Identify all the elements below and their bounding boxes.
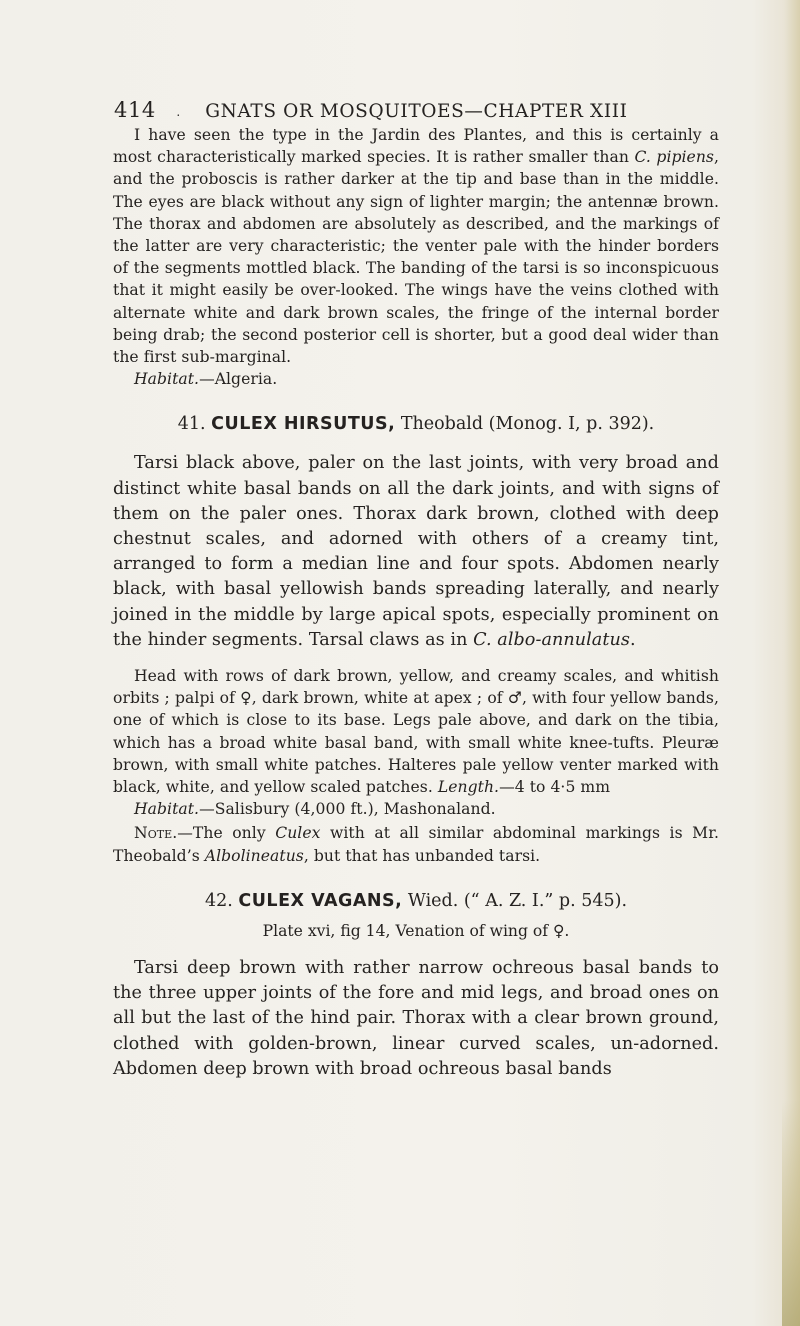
habitat-label: Habitat. <box>134 800 200 819</box>
species-author: Theobald (Monog. I, p. 392). <box>400 414 655 435</box>
note-ref-culex: Culex <box>275 824 321 843</box>
species-41-description <box>113 451 719 653</box>
description-text-a: Tarsi black above, paler on the last joints, with very broad and distinct white basal bands on all the dark joints, and with signs of them on the paler ones. Thorax dark brown, clothed with deep chestnut scales, and adorned with others of a creamy tint, arranged to form a median line and four spots. Abdomen nearly black, with basal yellowish bands spreading laterally, and nearly joined in the middle by large apical spots, especially prominent on the hinder segments. Tarsal claws as in <box>113 453 719 650</box>
species-number: 42. <box>204 890 233 911</box>
length-label: Length. <box>437 778 500 797</box>
species-ref-pipiens: C. pipiens <box>634 148 714 167</box>
species-41-habitat <box>113 798 719 820</box>
running-header <box>114 98 714 122</box>
species-author: Wied. (“ A. Z. I.” p. 545). <box>407 890 628 911</box>
species-name: CULEX HIRSUTUS, <box>211 414 396 435</box>
species-number: 41. <box>177 414 206 435</box>
habitat-label: Habitat. <box>134 370 200 389</box>
plate-reference: Plate xvi, fig 14, Venation of wing of ♀. <box>262 921 570 940</box>
species-name: CULEX VAGANS, <box>238 890 403 911</box>
species-41-details <box>113 665 719 798</box>
page-number: 414 <box>114 98 156 122</box>
page-body <box>113 124 719 1082</box>
details-text: Head with rows of dark brown, yellow, and creamy scales, and whitish orbits ; palpi of ♀, dark brown, white at apex ; of ♂, with four yellow bands, one of which is close to its base. Legs pale above, and dark on the tibia, which has a broad white basal band, with small white knee-tufts. Pleuræ brown, with small white patches. Halteres pale yellow venter marked with black, white, and yellow scaled patches. <box>113 667 719 797</box>
page-edge-stain <box>782 1100 800 1326</box>
intro-habitat <box>113 368 719 390</box>
species-ref-albo-annulatus: C. albo-annulatus <box>473 629 630 650</box>
intro-text-a: I have seen the type in the Jardin des Plantes, and this is certainly a most characteristically marked species. It is rather smaller than <box>113 126 719 167</box>
length-value: —4 to 4·5 mm <box>499 778 611 797</box>
intro-paragraph <box>113 124 719 368</box>
note-text-a: —The only <box>177 824 276 843</box>
species-41-heading <box>113 414 719 434</box>
habitat-value: —Algeria. <box>199 370 278 389</box>
description-text-b: . <box>629 629 636 650</box>
note-text-b: with at all similar abdominal markings is Mr. Theobald’s <box>113 824 719 865</box>
note-ref-albolineatus: Albolineatus <box>204 846 304 865</box>
note-label: Note. <box>134 824 178 843</box>
note-text-c: , but that has unbanded tarsi. <box>303 846 541 865</box>
species-41-note <box>113 822 719 866</box>
species-42-heading <box>113 891 719 911</box>
species-42-description: Tarsi deep brown with rather narrow ochreous basal bands to the three upper joints of the fore and mid legs, and broad ones on all but the last of the hind pair. Thorax with a clear brown ground, clothed with golden-brown, linear curved scales, un-adorned. Abdomen deep brown with broad ochreous basal bands <box>113 957 719 1079</box>
header-separator: . <box>176 105 181 119</box>
habitat-value: —Salisbury (4,000 ft.), Mashonaland. <box>199 800 496 819</box>
intro-text-b: , and the proboscis is rather darker at the tip and base than in the middle. The eyes are black without any sign of lighter margin; the antennæ brown. The thorax and abdomen are absolutely as described, and the markings of the latter are very characteristic; the venter pale with the hinder borders of the segments mottled black. The banding of the tarsi is so inconspicuous that it might easily be over-looked. The wings have the veins clothed with alternate white and dark brown scales, the fringe of the internal border being drab; the second posterior cell is shorter, but a good deal wider than the first sub-marginal. <box>113 148 719 367</box>
running-title: GNATS OR MOSQUITOES—CHAPTER XIII <box>205 101 628 122</box>
